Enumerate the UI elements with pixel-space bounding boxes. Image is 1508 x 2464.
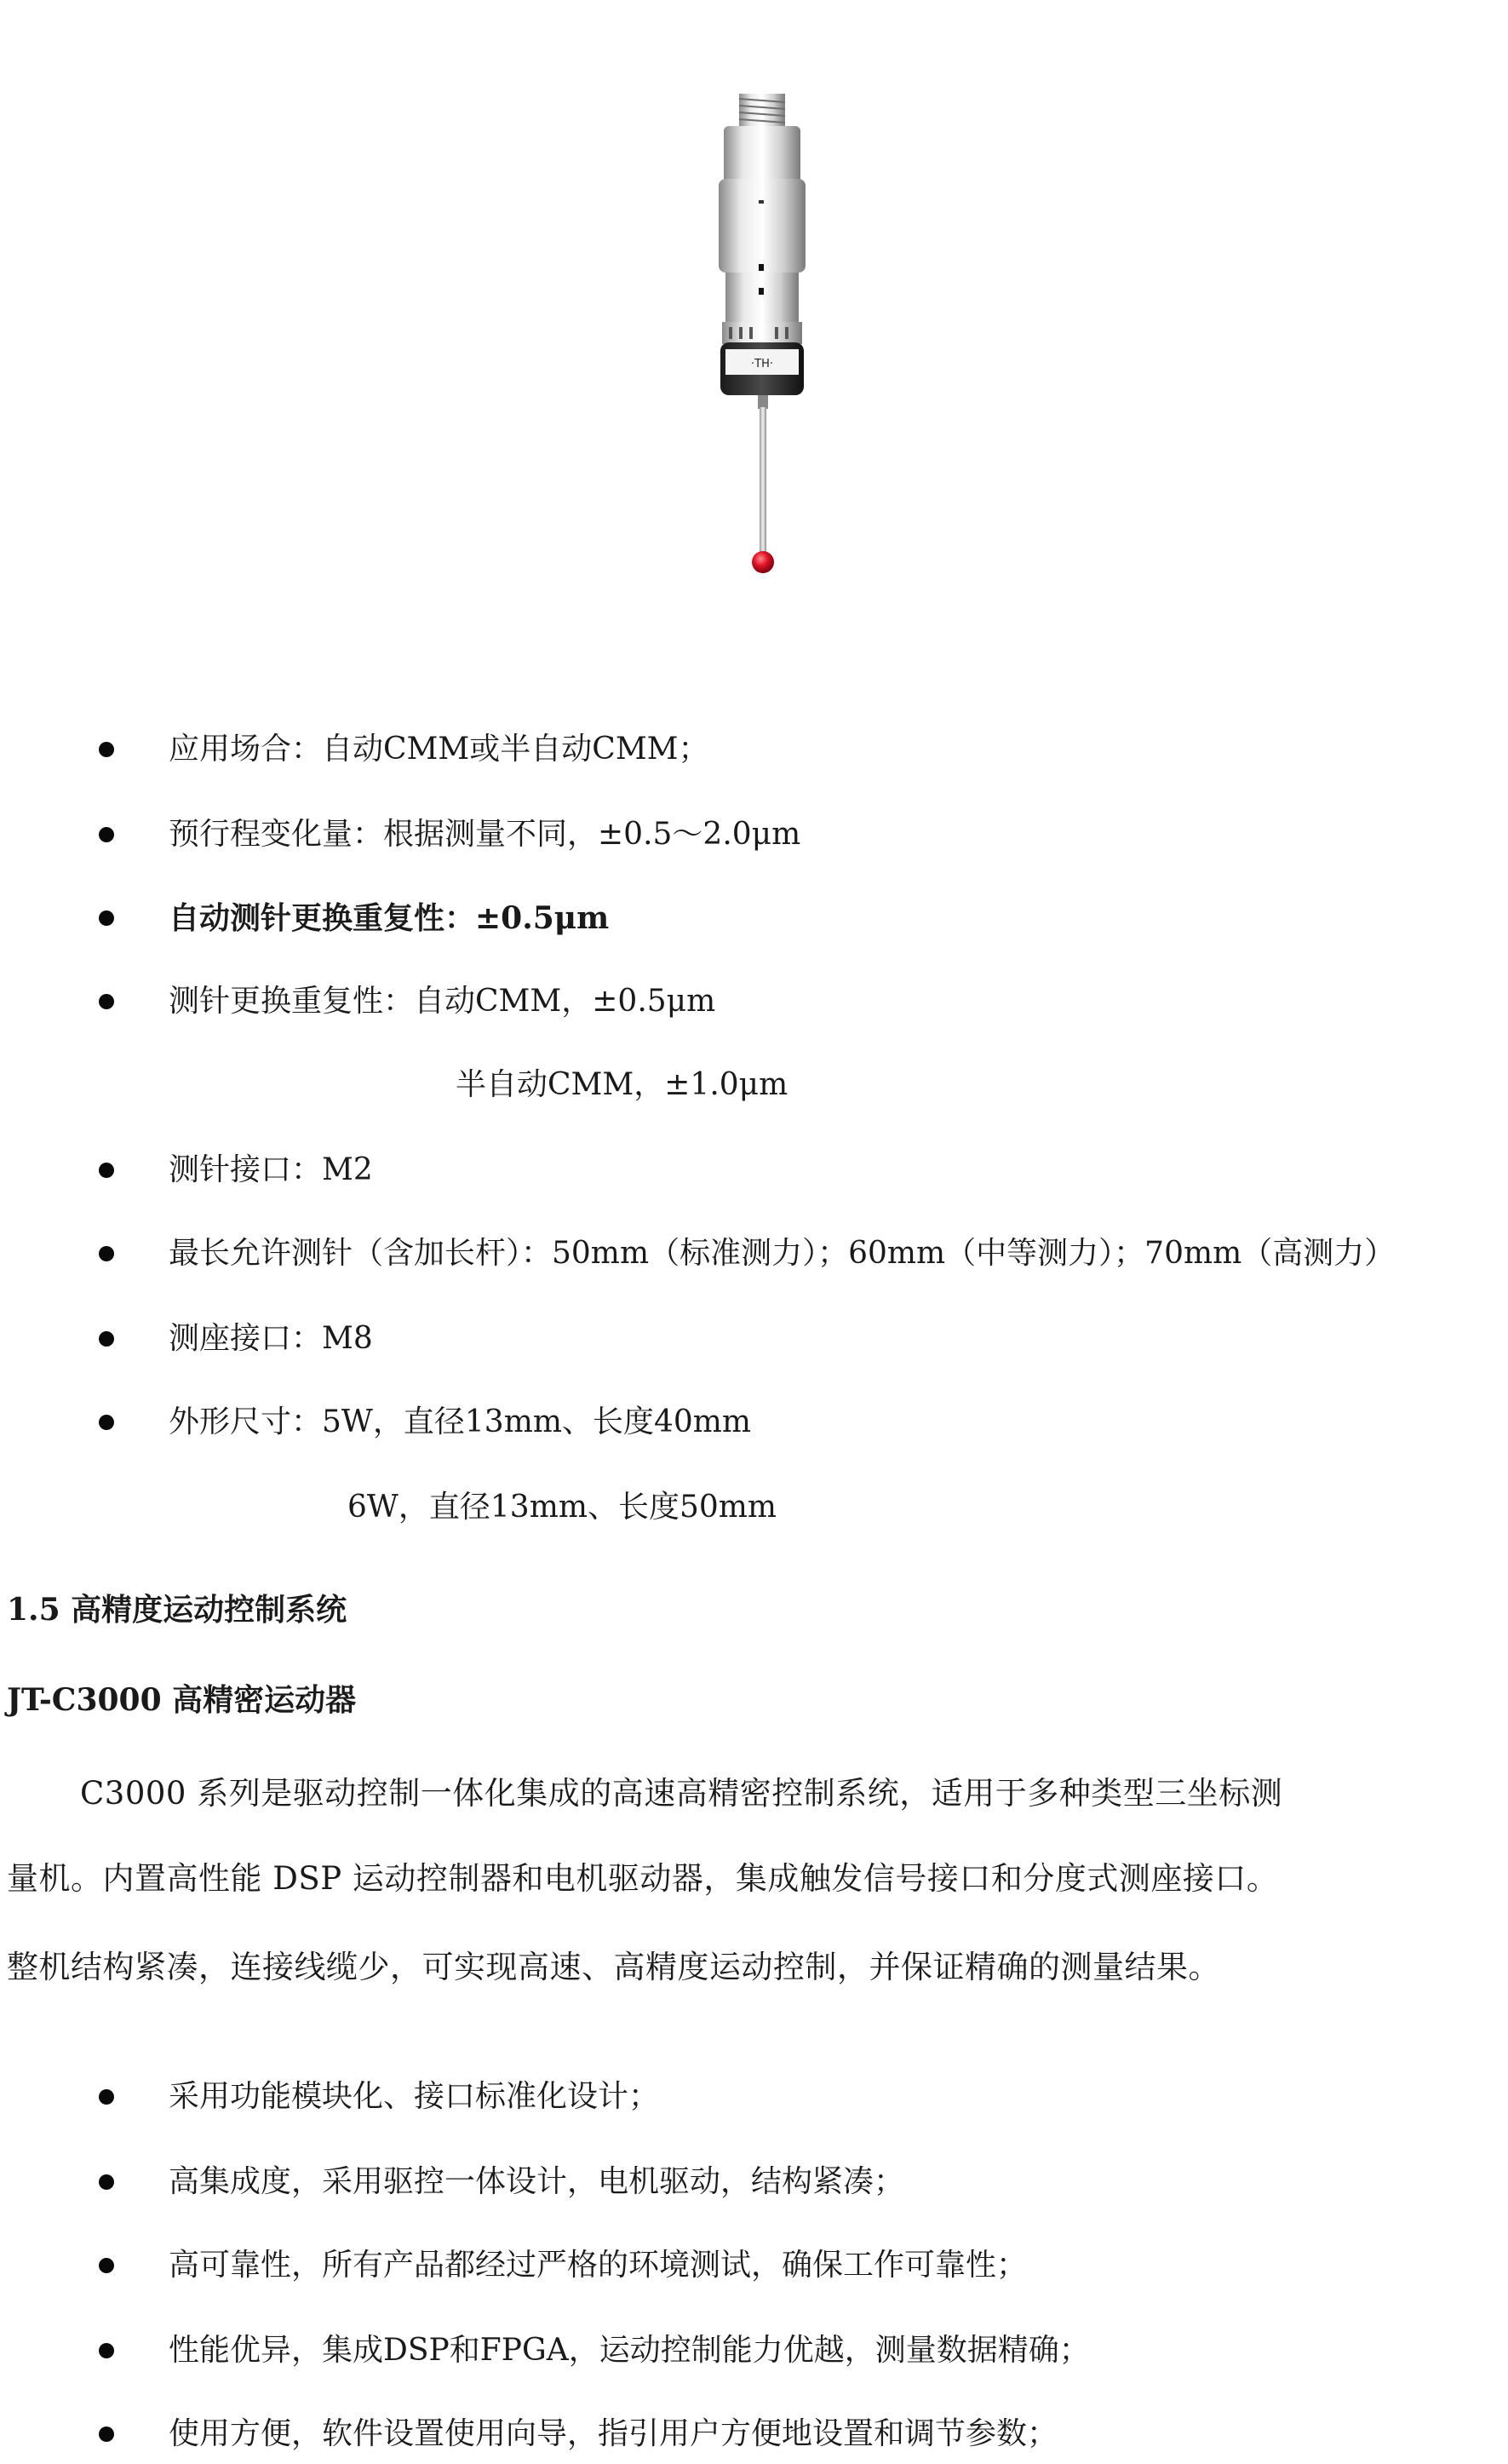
bullet-dot-icon [99,994,114,1009]
section-heading: 1.5 高精度运动控制系统 [7,1592,347,1628]
bullet-dot-icon [99,2174,114,2190]
section-subheading: JT-C3000 高精密运动器 [7,1682,357,1718]
spec-continuation: 6W，直径13mm、长度50mm [347,1490,777,1525]
paragraph-line: C3000 系列是驱动控制一体化集成的高速高精密控制系统，适用于多种类型三坐标测 [80,1775,1283,1812]
probe-logo: ·TH· [751,358,773,370]
bullet-dot-icon [99,2343,114,2358]
bullet-dot-icon [99,2089,114,2105]
spec-continuation: 半自动CMM，±1.0μm [456,1067,788,1102]
probe-image [647,51,869,579]
bullet-dot-icon [99,2427,114,2442]
bullet-dot-icon [99,2258,114,2273]
bullet-dot-icon [99,827,114,842]
bullet-dot-icon [99,742,114,757]
bullet-dot-icon [99,1331,114,1347]
bullet-dot-icon [99,910,114,926]
paragraph-line: 整机结构紧凑，连接线缆少，可实现高速、高精度运动控制，并保证精确的测量结果。 [7,1949,1220,1985]
bullet-dot-icon [99,1163,114,1178]
bullet-dot-icon [99,1415,114,1430]
paragraph-line: 量机。内置高性能 DSP 运动控制器和电机驱动器，集成触发信号接口和分度式测座接口。 [7,1860,1279,1897]
bullet-dot-icon [99,1246,114,1261]
